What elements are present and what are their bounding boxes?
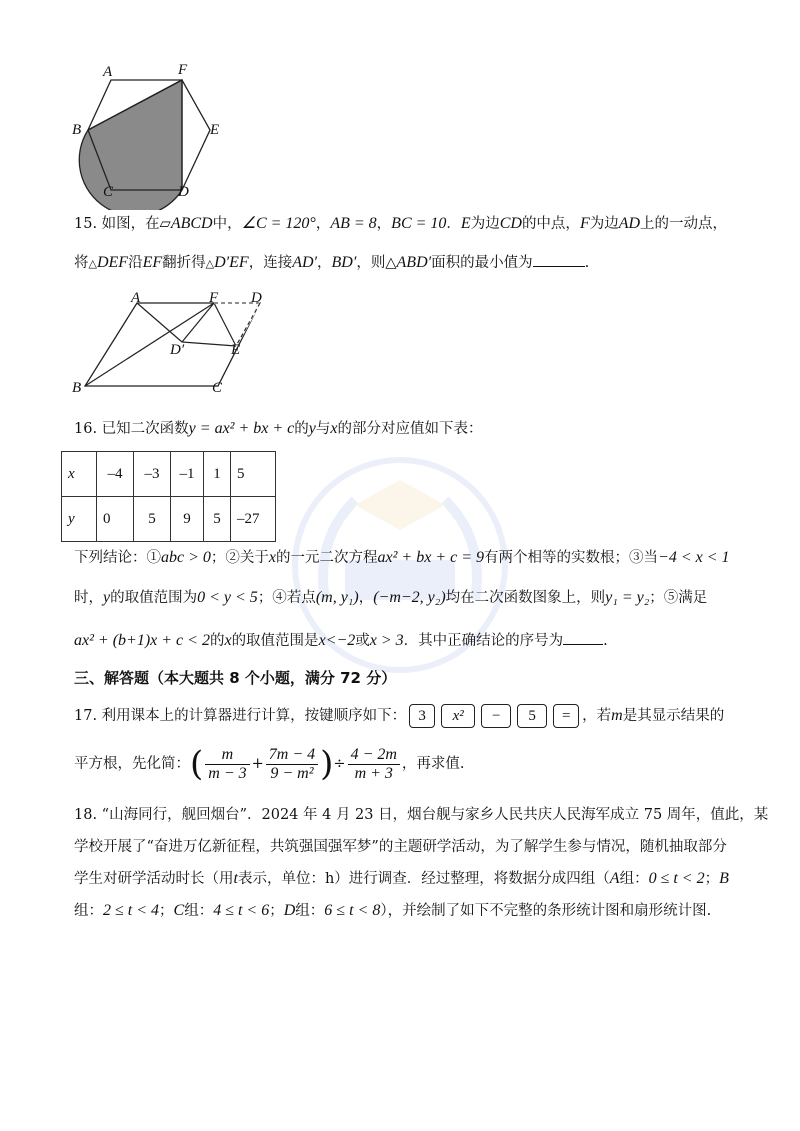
label-b: B <box>72 122 82 138</box>
q15-bc: BC = 10 <box>391 215 447 232</box>
fraction-3: $\frac{4 - 2m}{m + 3}$ <box>348 746 400 783</box>
q15-number: 15. 如图，在 <box>74 216 160 232</box>
calc-key-5: 5 <box>517 704 547 728</box>
q16-line1: 16. 已知二次函数y = ax² + bx + c的y与x的部分对应值如下表： <box>74 420 483 437</box>
label-d: D <box>178 184 189 200</box>
table-cell: 9 <box>171 497 204 542</box>
table-row-y <box>62 497 276 542</box>
label-f: F <box>178 62 188 78</box>
q18-line1: 18. “山海同行，舰回烟台”．2024 年 4 月 23 日，烟台舰与家乡人民共庆人民海军成立 75 周年，值此，某 <box>74 807 769 823</box>
table-cell: 5 <box>134 497 171 542</box>
q15-line1: 15. 如图，在▱ABCD中，∠C = 120°，AB = 8，BC = 10．E为边CD的中点，F为边AD上的一动点， <box>74 215 728 232</box>
label-d: D <box>251 290 262 306</box>
segment-fe <box>214 303 236 346</box>
calc-key-minus: − <box>481 704 511 728</box>
fraction-2: $\frac{7m - 4}{\text{9 − m²}}$ <box>266 746 318 783</box>
table-header-x: x <box>62 452 97 497</box>
calc-key-3: 3 <box>409 704 435 728</box>
q18-line4: 组：2 ≤ t < 4；C组：4 ≤ t < 6；D组：6 ≤ t < 8），并绘制了如下不完整的条形统计图和扇形统计图. <box>74 902 712 919</box>
segment-bf <box>85 303 214 386</box>
segment-fd-prime <box>182 303 214 342</box>
table-row-x <box>62 452 276 497</box>
q16-answer-blank[interactable] <box>563 630 603 645</box>
label-e: E <box>210 122 220 138</box>
segment-ad-prime <box>137 303 182 342</box>
q16-line2: 下列结论：①abc > 0；②关于x的一元二次方程ax² + bx + c = 9有两个相等的实数根；③当−4 < x < 1 <box>74 549 730 566</box>
label-a: A <box>131 290 141 306</box>
q15-ab: AB = 8 <box>330 215 377 232</box>
table-cell: –1 <box>171 452 204 497</box>
q16-function: y = ax² + bx + c <box>188 420 295 437</box>
table-cell: –3 <box>134 452 171 497</box>
q18-line3: 学生对研学活动时长（用t表示，单位：h）进行调查．经过整理，将数据分成四组（A组：0 ≤ t < 2；B <box>74 870 729 887</box>
table-cell: 1 <box>204 452 231 497</box>
q15-answer-blank[interactable] <box>533 252 585 267</box>
label-f: F <box>209 290 219 306</box>
q17-line1: 17. 利用课本上的计算器进行计算，按键顺序如下： 3 x² − 5 = ，若m是其显示结果的 <box>74 704 724 728</box>
q16-number: 16. 已知二次函数 <box>74 421 189 437</box>
segment-d-prime-e <box>182 342 236 346</box>
calc-key-square: x² <box>441 704 475 728</box>
parallelogram-symbol: ▱ <box>159 216 171 232</box>
fraction-1: $\frac{m}{m - 3}$ <box>205 746 249 783</box>
right-paren: ) <box>320 744 334 784</box>
table-cell: 5 <box>231 452 276 497</box>
q15-angle: ∠C = 120° <box>241 215 316 232</box>
label-b: B <box>72 380 82 396</box>
q15-abcd: ABCD <box>170 215 213 232</box>
dashed-de <box>236 303 260 346</box>
q16-line4: ax² + (b+1)x + c < 2的x的取值范围是x<−2或x > 3．其中正确结论的序号为 . <box>74 632 608 649</box>
table-cell: 5 <box>204 497 231 542</box>
label-c: C <box>103 184 114 200</box>
q15-line2: 将△DEF沿EF翻折得△D′EF，连接AD′，BD′，则△ABD′面积的最小值为 . <box>74 254 590 271</box>
q18-line2: 学校开展了“奋进万亿新征程，共筑强国强军梦”的主题研学活动，为了解学生参与情况，随机抽取部分 <box>74 839 727 855</box>
left-paren: ( <box>190 744 204 784</box>
label-d-prime: D′ <box>170 342 185 358</box>
label-a: A <box>103 64 113 80</box>
section-heading: 三、解答题（本大题共 8 个小题，满分 72 分） <box>74 669 397 687</box>
label-c: C <box>212 380 223 396</box>
values-table <box>61 451 276 542</box>
q17-line2: 平方根，先化简：( $\frac{m}{m - 3}$ + $\frac{7m - 4}{\text{9 − m²}}$ )÷ $\frac{4 - 2m}{m + 3}$ ，再求值. <box>74 744 465 784</box>
table-cell: –4 <box>97 452 134 497</box>
label-e: E <box>231 342 241 358</box>
calc-key-equals: = <box>553 704 579 728</box>
table-header-y: y <box>62 497 97 542</box>
table-cell: –27 <box>231 497 276 542</box>
table-cell: 0 <box>97 497 134 542</box>
q16-line3: 时，y的取值范围为0 < y < 5；④若点(m, y₁)，(−m−2, y₂)均在二次函数图象上，则y₁ = y₂；⑤满足 <box>74 589 708 606</box>
